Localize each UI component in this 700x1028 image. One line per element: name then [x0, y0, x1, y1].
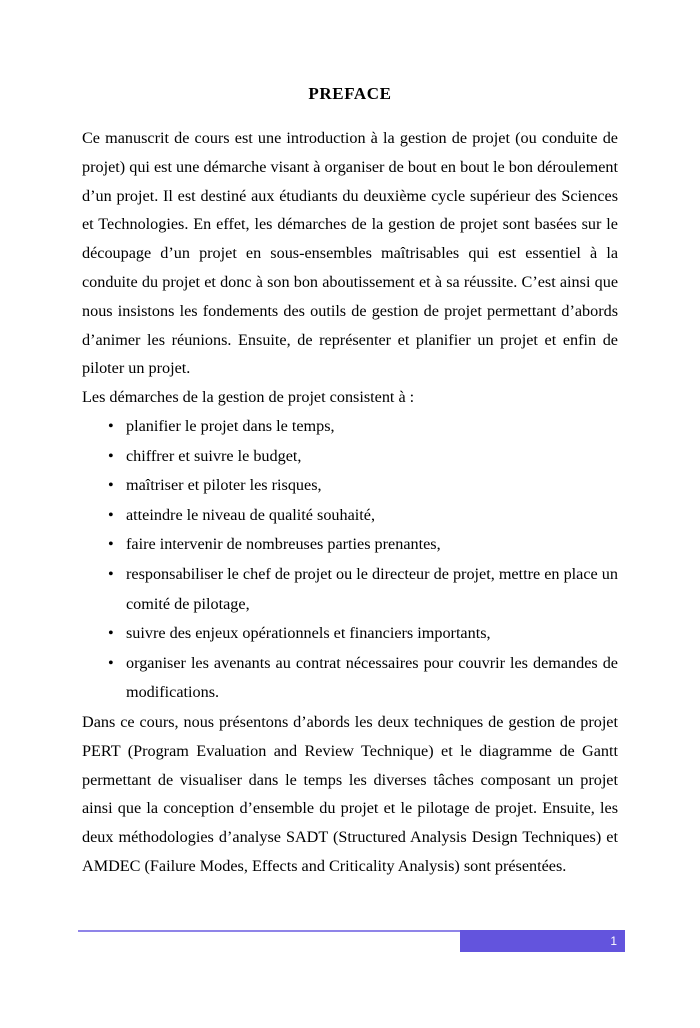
document-body	[82, 124, 618, 881]
bullet-icon: •	[108, 476, 114, 495]
page-title: PREFACE	[308, 84, 392, 103]
list-item	[82, 412, 618, 442]
list-item-label: planifier le projet dans le temps,	[126, 416, 335, 435]
closing-paragraph: Dans ce cours, nous présentons d’abords les deux techniques de gestion de projet PERT (Program Evaluation and Review Technique) et le diagramme de Gantt permettant de visualiser dans le temps les diverses tâches composant un projet ainsi que la conception d’ensemble du projet et le pilotage de projet. Ensuite, les deux méthodologies d’analyse SADT (Structured Analysis Design Techniques) et AMDEC (Failure Modes, Effects and Criticality Analysis) sont présentées.	[82, 712, 618, 875]
list-item-label: chiffrer et suivre le budget,	[126, 446, 302, 465]
page-footer	[0, 925, 700, 965]
list-item	[82, 560, 618, 619]
bullet-icon: •	[108, 505, 114, 524]
page-number-block	[460, 930, 625, 952]
list-item	[82, 649, 618, 708]
bullet-icon: •	[108, 416, 114, 435]
list-lead-in-text: Les démarches de la gestion de projet consistent à :	[82, 388, 415, 407]
page-number: 1	[610, 934, 617, 948]
list-item	[82, 501, 618, 531]
list-item	[82, 442, 618, 472]
objectives-list	[82, 412, 618, 708]
list-item-label: responsabiliser le chef de projet ou le directeur de projet, mettre en place un comité de pilotage,	[126, 564, 618, 613]
bullet-icon: •	[108, 653, 114, 672]
bullet-icon: •	[108, 535, 114, 554]
list-item-label: atteindre le niveau de qualité souhaité,	[126, 505, 376, 524]
list-item	[82, 530, 618, 560]
bullet-icon: •	[108, 624, 114, 643]
bullet-icon: •	[108, 446, 114, 465]
list-item-label: faire intervenir de nombreuses parties prenantes,	[126, 535, 441, 554]
list-item	[82, 471, 618, 501]
list-item	[82, 619, 618, 649]
list-item-label: organiser les avenants au contrat nécessaires pour couvrir les demandes de modifications.	[126, 653, 618, 702]
bullet-icon: •	[108, 564, 114, 583]
list-item-label: maîtriser et piloter les risques,	[126, 476, 322, 495]
intro-paragraph: Ce manuscrit de cours est une introduction à la gestion de projet (ou conduite de projet) qui est une démarche visant à organiser de bout en bout le bon déroulement d’un projet. Il est destiné aux étudiants du deuxième cycle supérieur des Sciences et Technologies. En effet, les démarches de la gestion de projet sont basées sur le découpage d’un projet en sous-ensembles maîtrisables qui est essentiel à la conduite du projet et donc à son bon aboutissement et à sa réussite. C’est ainsi que nous insistons les fondements des outils de gestion de projet permettant d’abords d’animer les réunions. Ensuite, de représenter et planifier un projet et enfin de piloter un projet.	[82, 129, 618, 378]
list-item-label: suivre des enjeux opérationnels et financiers importants,	[126, 624, 491, 643]
